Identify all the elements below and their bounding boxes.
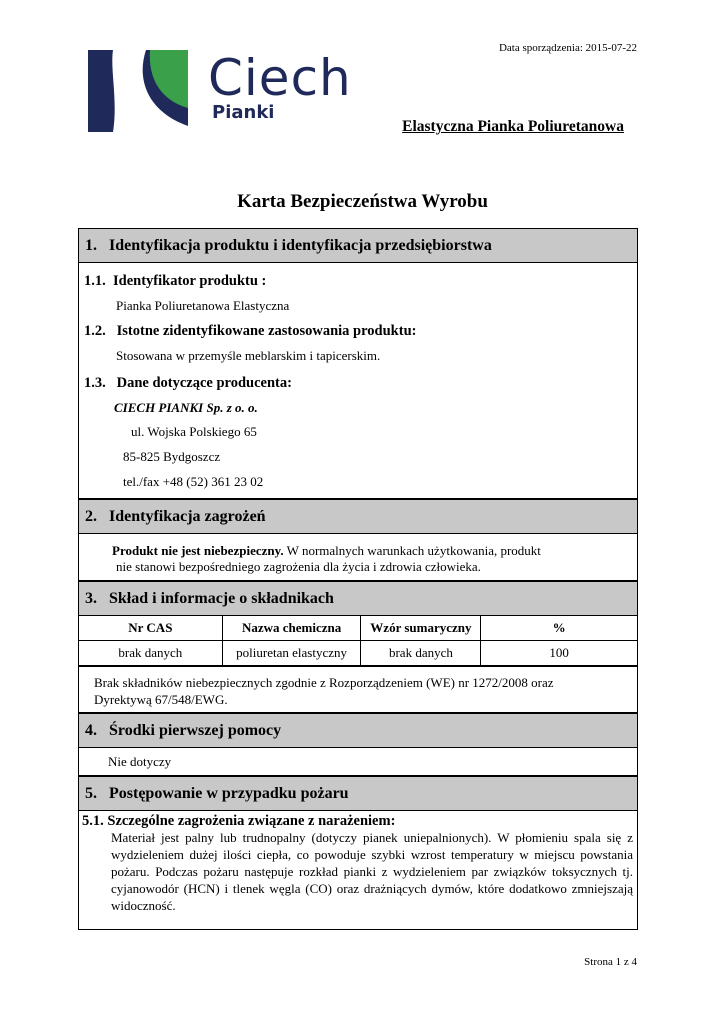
section-1-body (78, 262, 638, 499)
table-cell: brak danych (361, 641, 481, 666)
note-line-1: Brak składników niebezpiecznych zgodnie z Rozporządzeniem (WE) nr 1272/2008 oraz (94, 675, 554, 690)
section-number: 1. (85, 237, 97, 254)
logo-wordmark: Ciech (208, 49, 352, 107)
logo-mark-icon (88, 50, 188, 132)
composition-table (78, 615, 638, 666)
section-number: 5. (85, 785, 97, 802)
section-number: 4. (85, 722, 97, 739)
table-row (79, 641, 638, 666)
section-number: 3. (85, 590, 97, 607)
section-title: Postępowanie w przypadku pożaru (109, 785, 349, 802)
column-header: Wzór sumaryczny (361, 616, 481, 641)
column-header: % (481, 616, 638, 641)
column-header: Nr CAS (79, 616, 223, 641)
section-2-body (78, 533, 638, 581)
subsection-1-2-heading: 1.2. Istotne zidentyfikowane zastosowania produktu: (84, 323, 417, 339)
note-line-2: Dyrektywą 67/548/EWG. (94, 692, 228, 707)
table-cell: brak danych (79, 641, 223, 666)
section-title: Środki pierwszej pomocy (109, 722, 282, 739)
hazard-text-line-1: Produkt nie jest niebezpieczny. W normalnych warunkach użytkowania, produkt (112, 543, 541, 558)
company-street: ul. Wojska Polskiego 65 (131, 424, 257, 439)
section-title: Identyfikacja produktu i identyfikacja przedsiębiorstwa (109, 237, 492, 254)
company-phone: tel./fax +48 (52) 361 23 02 (123, 474, 264, 489)
subsection-1-1-heading: 1.1. Identyfikator produktu : (84, 273, 267, 289)
table-cell: poliuretan elastyczny (222, 641, 361, 666)
company-city: 85-825 Bydgoszcz (123, 449, 221, 464)
subsection-5-1-heading: 5.1. Szczególne zagrożenia związane z narażeniem: (82, 813, 396, 829)
table-header-row (79, 616, 638, 641)
subsection-1-3-heading: 1.3. Dane dotyczące producenta: (84, 375, 292, 391)
company-name: CIECH PIANKI Sp. z o. o. (114, 400, 258, 415)
first-aid-text: Nie dotyczy (108, 754, 172, 769)
column-header: Nazwa chemiczna (222, 616, 361, 641)
hazard-text-line-2: nie stanowi bezpośredniego zagrożenia dla życia i zdrowia człowieka. (116, 559, 481, 574)
section-3-note (78, 666, 638, 713)
product-identifier: Pianka Poliuretanowa Elastyczna (116, 298, 290, 313)
section-4-header (78, 713, 638, 748)
logo-subtitle: Pianki (212, 102, 275, 123)
fire-hazard-text: Materiał jest palny lub trudnopalny (dotyczy pianek uniepalnionych). W płomieniu spala się z wydzieleniem dużej ilości ciepła, co powoduje szybki wzrost temperatury w miejscu powstania pożaru. Podczas pożaru następuje rozkład pianki z wydzieleniem par związków toksycznych tj. cyjanowodór (HCN) i tlenek węgla (CO) oraz drażniących dymów, które dodatkowo zmniejszają widoczność. (111, 830, 633, 913)
section-1-header (78, 228, 638, 263)
section-2-header (78, 499, 638, 534)
section-4-body (78, 747, 638, 776)
section-5-header (78, 776, 638, 811)
creation-date: Data sporządzenia: 2015-07-22 (498, 42, 637, 54)
product-usage: Stosowana w przemyśle meblarskim i tapicerskim. (116, 348, 381, 363)
page-number: Strona 1 z 4 (584, 956, 637, 968)
product-subtitle: Elastyczna Pianka Poliuretanowa (402, 118, 624, 135)
document-title: Karta Bezpieczeństwa Wyrobu (237, 191, 488, 212)
section-3-header (78, 581, 638, 616)
section-5-body (78, 810, 638, 930)
section-number: 2. (85, 508, 97, 525)
ciech-logo (88, 50, 388, 132)
section-title: Skład i informacje o składnikach (109, 590, 334, 607)
table-cell: 100 (481, 641, 638, 666)
section-title: Identyfikacja zagrożeń (109, 508, 266, 525)
